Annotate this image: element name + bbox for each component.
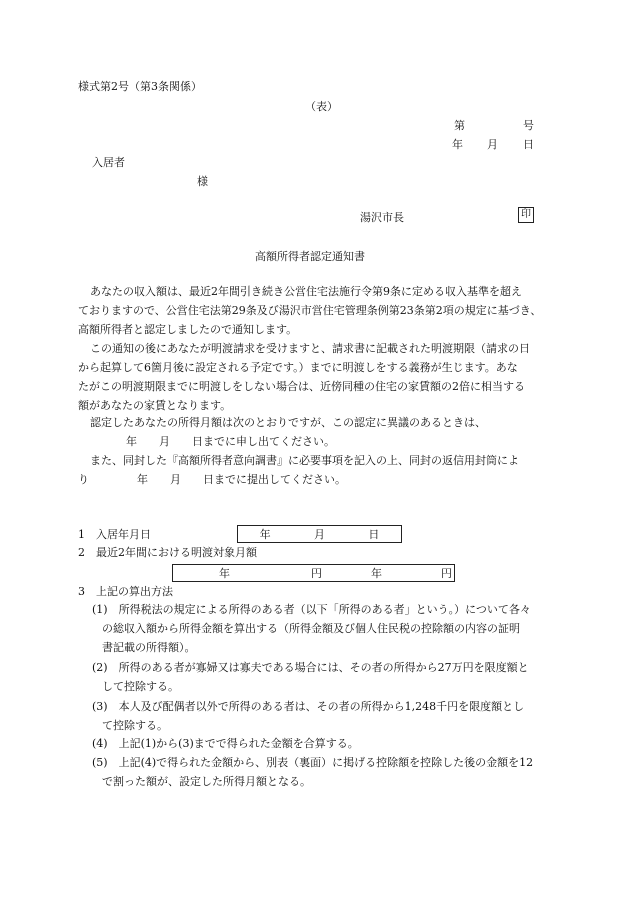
i2-line1: (2) 所得のある者が寡婦又は寡夫である場合には、その者の所得から27万円を限度額と [92,661,529,674]
p1-line3: 高額所得者と認定しましたので通知します。 [78,323,298,336]
s2-yen2: 円 [441,567,452,580]
i2-line2: して控除する。 [102,680,179,693]
method-item-2 [92,658,529,696]
method-item-3 [92,697,524,735]
i5-line1: (5) 上記(4)で得られた金額から、別表（裏面）に掲げる控除額を控除した後の金額を12 [92,756,534,769]
p2-line1: この通知の後にあなたが明渡請求を受けますと、請求書に記載された明渡期限（請求の日 [90,342,530,355]
paragraph-2 [78,339,548,415]
number-left: 第 [454,119,465,132]
p4-line2-date: 年 月 日までに提出してください。 [137,473,346,486]
p1-line2: ておりますので、公営住宅法第29条及び湯沢市営住宅管理条例第23条第2項の規定に基づき、 [78,304,542,317]
paragraph-1 [78,282,548,339]
monthly-amount-box [172,564,455,582]
i1-line2: の総収入額から所得金額を算出する（所得金額及び個人住民税の控除額の内容の証明 [102,622,520,635]
i1-line3: 書記載の所得額）。 [102,641,196,654]
s2-year2: 年 [371,567,382,580]
p3-line1: 認定したあなたの所得月額は次のとおりですが、この認定に異議のあるときは、 [90,416,486,429]
i1-line1: (1) 所得税法の規定による所得のある者（以下「所得のある者」という。）について各々 [92,603,531,616]
i3-line2: て控除する。 [102,719,168,732]
i3-line1: (3) 本人及び配偶者以外で所得のある者は、その者の所得から1,248千円を限度額とし [92,700,525,713]
sender: 湯沢市長 [360,211,404,224]
seal-box: 印 [518,207,534,223]
p2-line4: 額があなたの家賃となります。 [78,399,232,412]
s1-year: 年 [259,528,271,541]
date-year: 年 [452,138,463,151]
side-label: （表） [305,100,338,113]
form-id: 様式第2号（第3条関係） [78,80,202,93]
date-month: 月 [487,138,498,151]
p2-line3: たがこの明渡期限までに明渡しをしない場合は、近傍同種の住宅の家賃額の2倍に相当する [78,380,525,393]
i5-line2: で割った額が、設定した所得月額となる。 [102,775,311,788]
s2-year1: 年 [219,567,230,580]
move-in-date-box [237,525,402,543]
recipient-label: 入居者 [92,156,125,169]
p4-line1: また、同封した『高額所得者意向調書』に必要事項を記入の上、同封の返信用封筒によ [90,454,519,467]
doc-title: 高額所得者認定通知書 [255,250,365,263]
number-right: 号 [523,119,534,132]
p4-line2-start: り [78,473,89,486]
section2-label: 2 最近2年間における明渡対象月額 [78,546,257,559]
s1-day: 日 [368,528,380,541]
p3-line2: 年 月 日までに申し出てください。 [126,435,335,448]
date-day: 日 [523,138,534,151]
section1-label: 1 入居年月日 [78,528,151,541]
recipient-honorific: 様 [197,175,208,188]
s2-yen1: 円 [311,567,322,580]
method-item-5 [92,753,533,791]
p2-line2: から起算して6箇月後に設定される予定です。）までに明渡しをする義務が生じます。あな [78,361,518,374]
method-item-4 [92,734,359,753]
s1-month: 月 [313,528,325,541]
i4-line1: (4) 上記(1)から(3)までで得られた金額を合算する。 [92,737,359,750]
method-item-1 [92,600,531,657]
section3-label: 3 上記の算出方法 [78,585,173,598]
p1-line1: あなたの収入額は、最近2年間引き続き公営住宅法施行令第9条に定める収入基準を超え [90,285,522,298]
